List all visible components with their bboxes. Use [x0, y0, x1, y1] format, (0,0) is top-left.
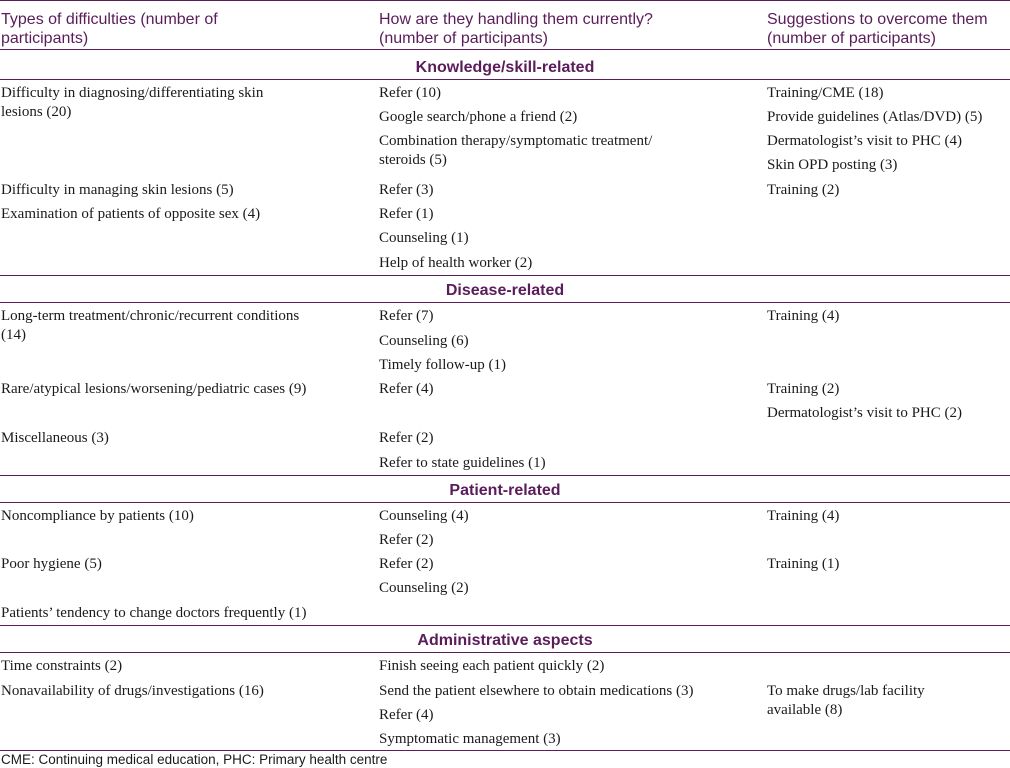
- difficulty-cell: Miscellaneous (3): [1, 430, 109, 446]
- handling-item: Timely follow-up (1): [379, 357, 506, 373]
- handling-item: Counseling (6): [379, 333, 469, 349]
- section-title: Administrative aspects: [0, 629, 1010, 653]
- difficulty-cell: Patients’ tendency to change doctors frequently (1): [1, 605, 307, 621]
- table-bottom-rule: [0, 750, 1010, 751]
- suggestion-item: Training (1): [767, 556, 840, 572]
- suggestion-item: Dermatologist’s visit to PHC (2): [767, 405, 962, 421]
- handling-item: Refer (4): [379, 381, 434, 397]
- handling-item: Refer (7): [379, 308, 434, 324]
- header-difficulties: Types of difficulties (number of participants): [1, 11, 218, 47]
- handling-item: Refer (10): [379, 85, 442, 101]
- header-handling: How are they handling them currently? (number of participants): [379, 11, 653, 47]
- difficulty-cell: Difficulty in diagnosing/differentiating skin lesions (20): [1, 85, 264, 120]
- difficulty-cell: Nonavailability of drugs/investigations (16): [1, 683, 264, 699]
- section-divider: [0, 275, 1010, 276]
- handling-item: Refer (2): [379, 430, 434, 446]
- suggestion-item: Provide guidelines (Atlas/DVD) (5): [767, 109, 983, 125]
- suggestion-item: Skin OPD posting (3): [767, 157, 898, 173]
- handling-item: Combination therapy/symptomatic treatment/ steroids (5): [379, 133, 653, 168]
- difficulty-cell: Difficulty in managing skin lesions (5): [1, 182, 234, 198]
- difficulty-cell: Rare/atypical lesions/worsening/pediatric cases (9): [1, 381, 307, 397]
- handling-item: Refer (1): [379, 206, 434, 222]
- handling-item: Refer (3): [379, 182, 434, 198]
- handling-item: Refer to state guidelines (1): [379, 455, 546, 471]
- suggestion-item: Training/CME (18): [767, 85, 884, 101]
- handling-item: Help of health worker (2): [379, 255, 533, 271]
- section-divider: [0, 625, 1010, 626]
- difficulty-cell: Noncompliance by patients (10): [1, 508, 194, 524]
- suggestion-item: Training (4): [767, 308, 840, 324]
- section-title: Patient-related: [0, 479, 1010, 503]
- section-title: Disease-related: [0, 279, 1010, 303]
- difficulty-cell: Long-term treatment/chronic/recurrent conditions (14): [1, 308, 300, 343]
- suggestion-item: Training (4): [767, 508, 840, 524]
- handling-item: Counseling (2): [379, 580, 469, 596]
- difficulty-cell: Poor hygiene (5): [1, 556, 102, 572]
- handling-item: Counseling (4): [379, 508, 469, 524]
- table-header: [0, 0, 1010, 50]
- table-footnote: CME: Continuing medical education, PHC: Primary health centre: [1, 752, 388, 767]
- suggestion-item: Training (2): [767, 182, 840, 198]
- handling-item: Refer (4): [379, 707, 434, 723]
- handling-item: Google search/phone a friend (2): [379, 109, 578, 125]
- handling-item: Refer (2): [379, 532, 434, 548]
- header-suggestions: Suggestions to overcome them (number of participants): [767, 11, 988, 47]
- suggestion-item: Dermatologist’s visit to PHC (4): [767, 133, 962, 149]
- difficulty-cell: Time constraints (2): [1, 658, 123, 674]
- handling-item: Refer (2): [379, 556, 434, 572]
- handling-item: Send the patient elsewhere to obtain medications (3): [379, 683, 694, 699]
- handling-item: Finish seeing each patient quickly (2): [379, 658, 605, 674]
- handling-item: Symptomatic management (3): [379, 731, 561, 747]
- section-divider: [0, 475, 1010, 476]
- suggestion-item: To make drugs/lab facility available (8): [767, 683, 925, 718]
- handling-item: Counseling (1): [379, 230, 469, 246]
- difficulty-cell: Examination of patients of opposite sex (4): [1, 206, 261, 222]
- section-title: Knowledge/skill-related: [0, 56, 1010, 80]
- suggestion-item: Training (2): [767, 381, 840, 397]
